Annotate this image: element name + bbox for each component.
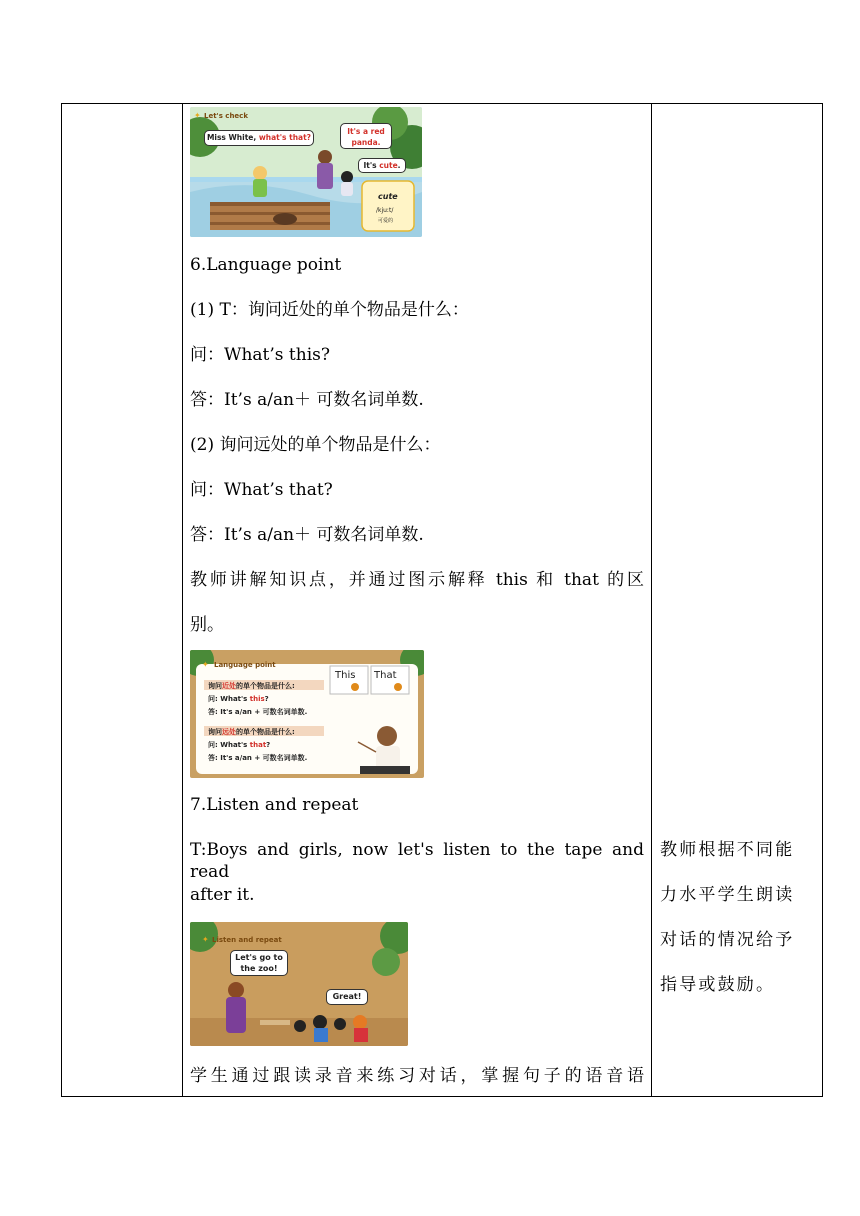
title-star-icon: ✦ [202, 660, 209, 669]
lets-check-slide [190, 107, 422, 237]
note-line-1: 教师根据不同能 [660, 840, 795, 860]
speech-bubble-miss-white: Miss White, what's that? [204, 130, 314, 146]
word-card-word: cute [378, 192, 398, 201]
column-divider-right [651, 104, 652, 1096]
far-question-ask: 问: What's that? [208, 741, 271, 749]
note-line-4: 指导或鼓励。 [660, 975, 776, 995]
point-1-question: 问：What’s this? [190, 345, 330, 365]
near-question-answer: 答: It's a/an + 可数名词单数. [208, 708, 308, 716]
title-star-icon: ✦ [194, 111, 201, 120]
far-question-answer: 答: It's a/an + 可数名词单数. [208, 754, 308, 762]
lesson-table [61, 103, 823, 1097]
speech-bubble-great: Great! [326, 989, 368, 1005]
column-divider-left [182, 104, 183, 1096]
word-card-meaning: 可爱的 [378, 218, 394, 224]
near-question-ask: 问: What's this? [208, 695, 269, 703]
listen-repeat-slide [190, 922, 408, 1046]
near-question-heading: 询问近处的单个物品是什么: [208, 682, 295, 690]
point-2-answer: 答：It’s a/an＋ 可数名词单数. [190, 525, 424, 545]
language-point-slide [190, 650, 424, 778]
point-1-title: (1) T：询问近处的单个物品是什么： [190, 300, 469, 320]
that-label: That [374, 670, 397, 681]
note-line-2: 力水平学生朗读 [660, 885, 795, 905]
speech-bubble-cute: It's cute. [358, 158, 406, 173]
word-card-phonetic: /kjuːt/ [376, 207, 394, 214]
this-label: This [335, 670, 356, 681]
point-2-question: 问：What’s that? [190, 480, 333, 500]
note-line-3: 对话的情况给予 [660, 930, 795, 950]
point-1-answer: 答：It’s a/an＋ 可数名词单数. [190, 390, 424, 410]
teacher-explanation-line: 教师讲解知识点，并通过图示解释 this 和 that 的区 [190, 570, 644, 590]
point-2-title: (2) 询问远处的单个物品是什么： [190, 435, 441, 455]
far-question-heading: 询问远处的单个物品是什么: [208, 728, 295, 736]
title-star-icon: ✦ [202, 935, 209, 944]
slide-title: Let's check [204, 112, 248, 120]
teacher-explanation-end: 别。 [190, 615, 224, 635]
speech-bubble-red-panda: It's a red panda. [340, 123, 392, 149]
student-practice-line: 学生通过跟读录音来练习对话，掌握句子的语音语 [190, 1066, 644, 1086]
slide-title: Language point [214, 661, 276, 669]
slide-title: Listen and repeat [212, 936, 282, 944]
teacher-instruction-end: after it. [190, 885, 255, 905]
speech-bubble-lets-go: Let's go to the zoo! [230, 950, 288, 976]
listen-repeat-heading: 7.Listen and repeat [190, 795, 359, 815]
language-point-heading: 6.Language point [190, 255, 342, 275]
teacher-instruction-line: T:Boys and girls, now let's listen to the tape and read [190, 840, 644, 882]
